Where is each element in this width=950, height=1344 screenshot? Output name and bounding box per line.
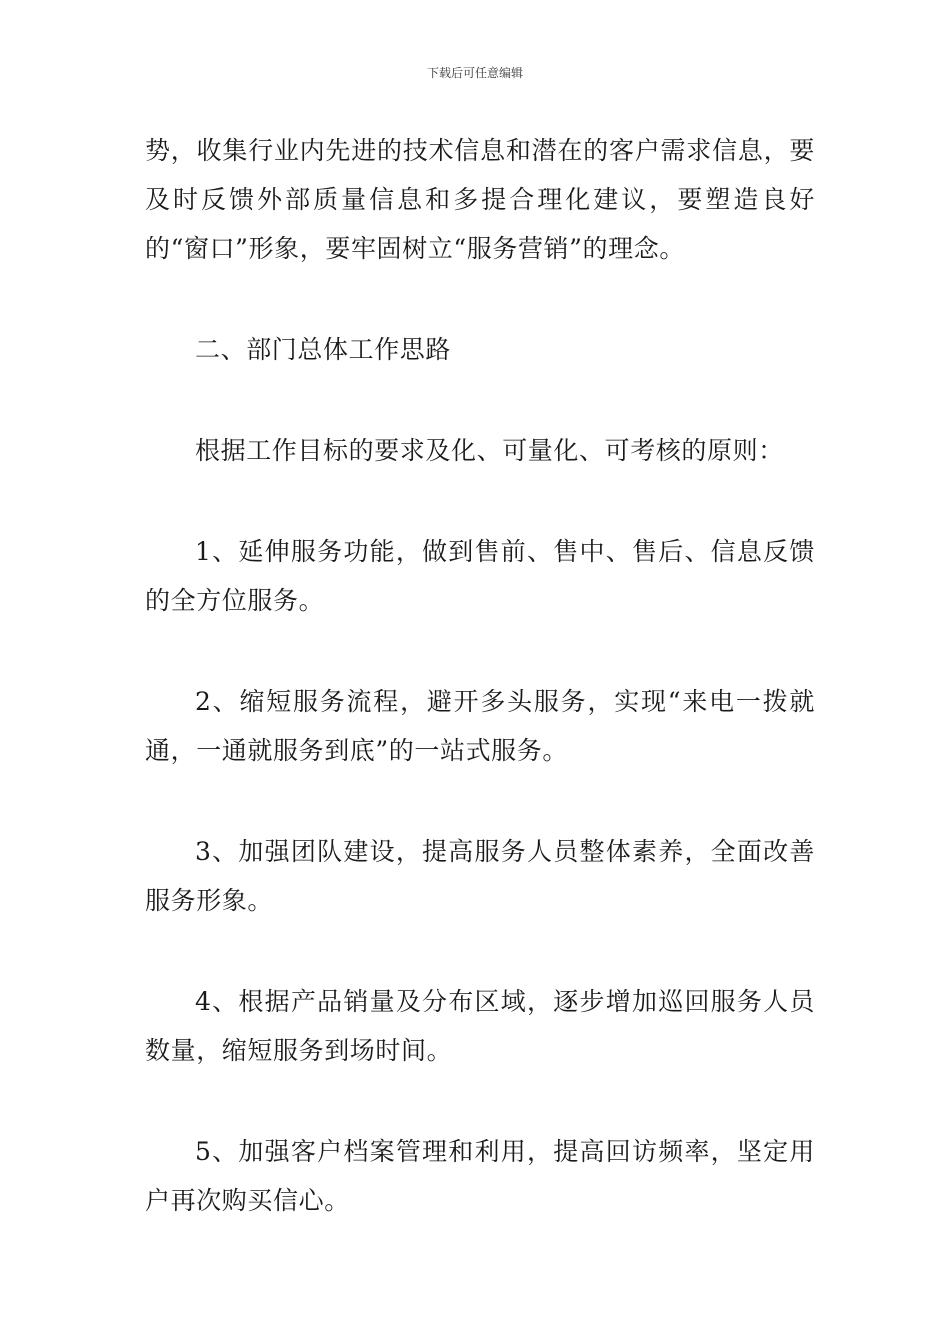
paragraph-continuation: 势，收集行业内先进的技术信息和潜在的客户需求信息，要及时反馈外部质量信息和多提合理化建议，要塑造良好的“窗口”形象，要牢固树立“服务营销”的理念。 [145, 136, 815, 263]
section-heading: 二、部门总体工作思路 [195, 335, 452, 364]
paragraph-gap [145, 925, 815, 977]
paragraph-gap [145, 475, 815, 527]
list-item-4: 4、根据产品销量及分布区域，逐步增加巡回服务人员数量，缩短服务到场时间。 [145, 987, 815, 1065]
paragraph-gap [145, 775, 815, 827]
list-item-1: 1、延伸服务功能，做到售前、售中、售后、信息反馈的全方位服务。 [145, 537, 815, 615]
paragraph-gap [145, 273, 815, 325]
list-item-3: 3、加强团队建设，提高服务人员整体素养，全面改善服务形象。 [145, 837, 815, 915]
paragraph-principle: 根据工作目标的要求及化、可量化、可考核的原则： [195, 436, 784, 465]
page-header: 下载后可任意编辑 [426, 66, 523, 80]
paragraph-gap [145, 1075, 815, 1127]
list-item-2: 2、缩短服务流程，避开多头服务，实现“来电一拨就通，一通就服务到底”的一站式服务。 [145, 687, 815, 765]
paragraph-gap [145, 625, 815, 677]
paragraph-gap [145, 374, 815, 426]
list-item-5: 5、加强客户档案管理和利用，提高回访频率，坚定用户再次购买信心。 [145, 1137, 815, 1215]
document-body [145, 126, 815, 1225]
